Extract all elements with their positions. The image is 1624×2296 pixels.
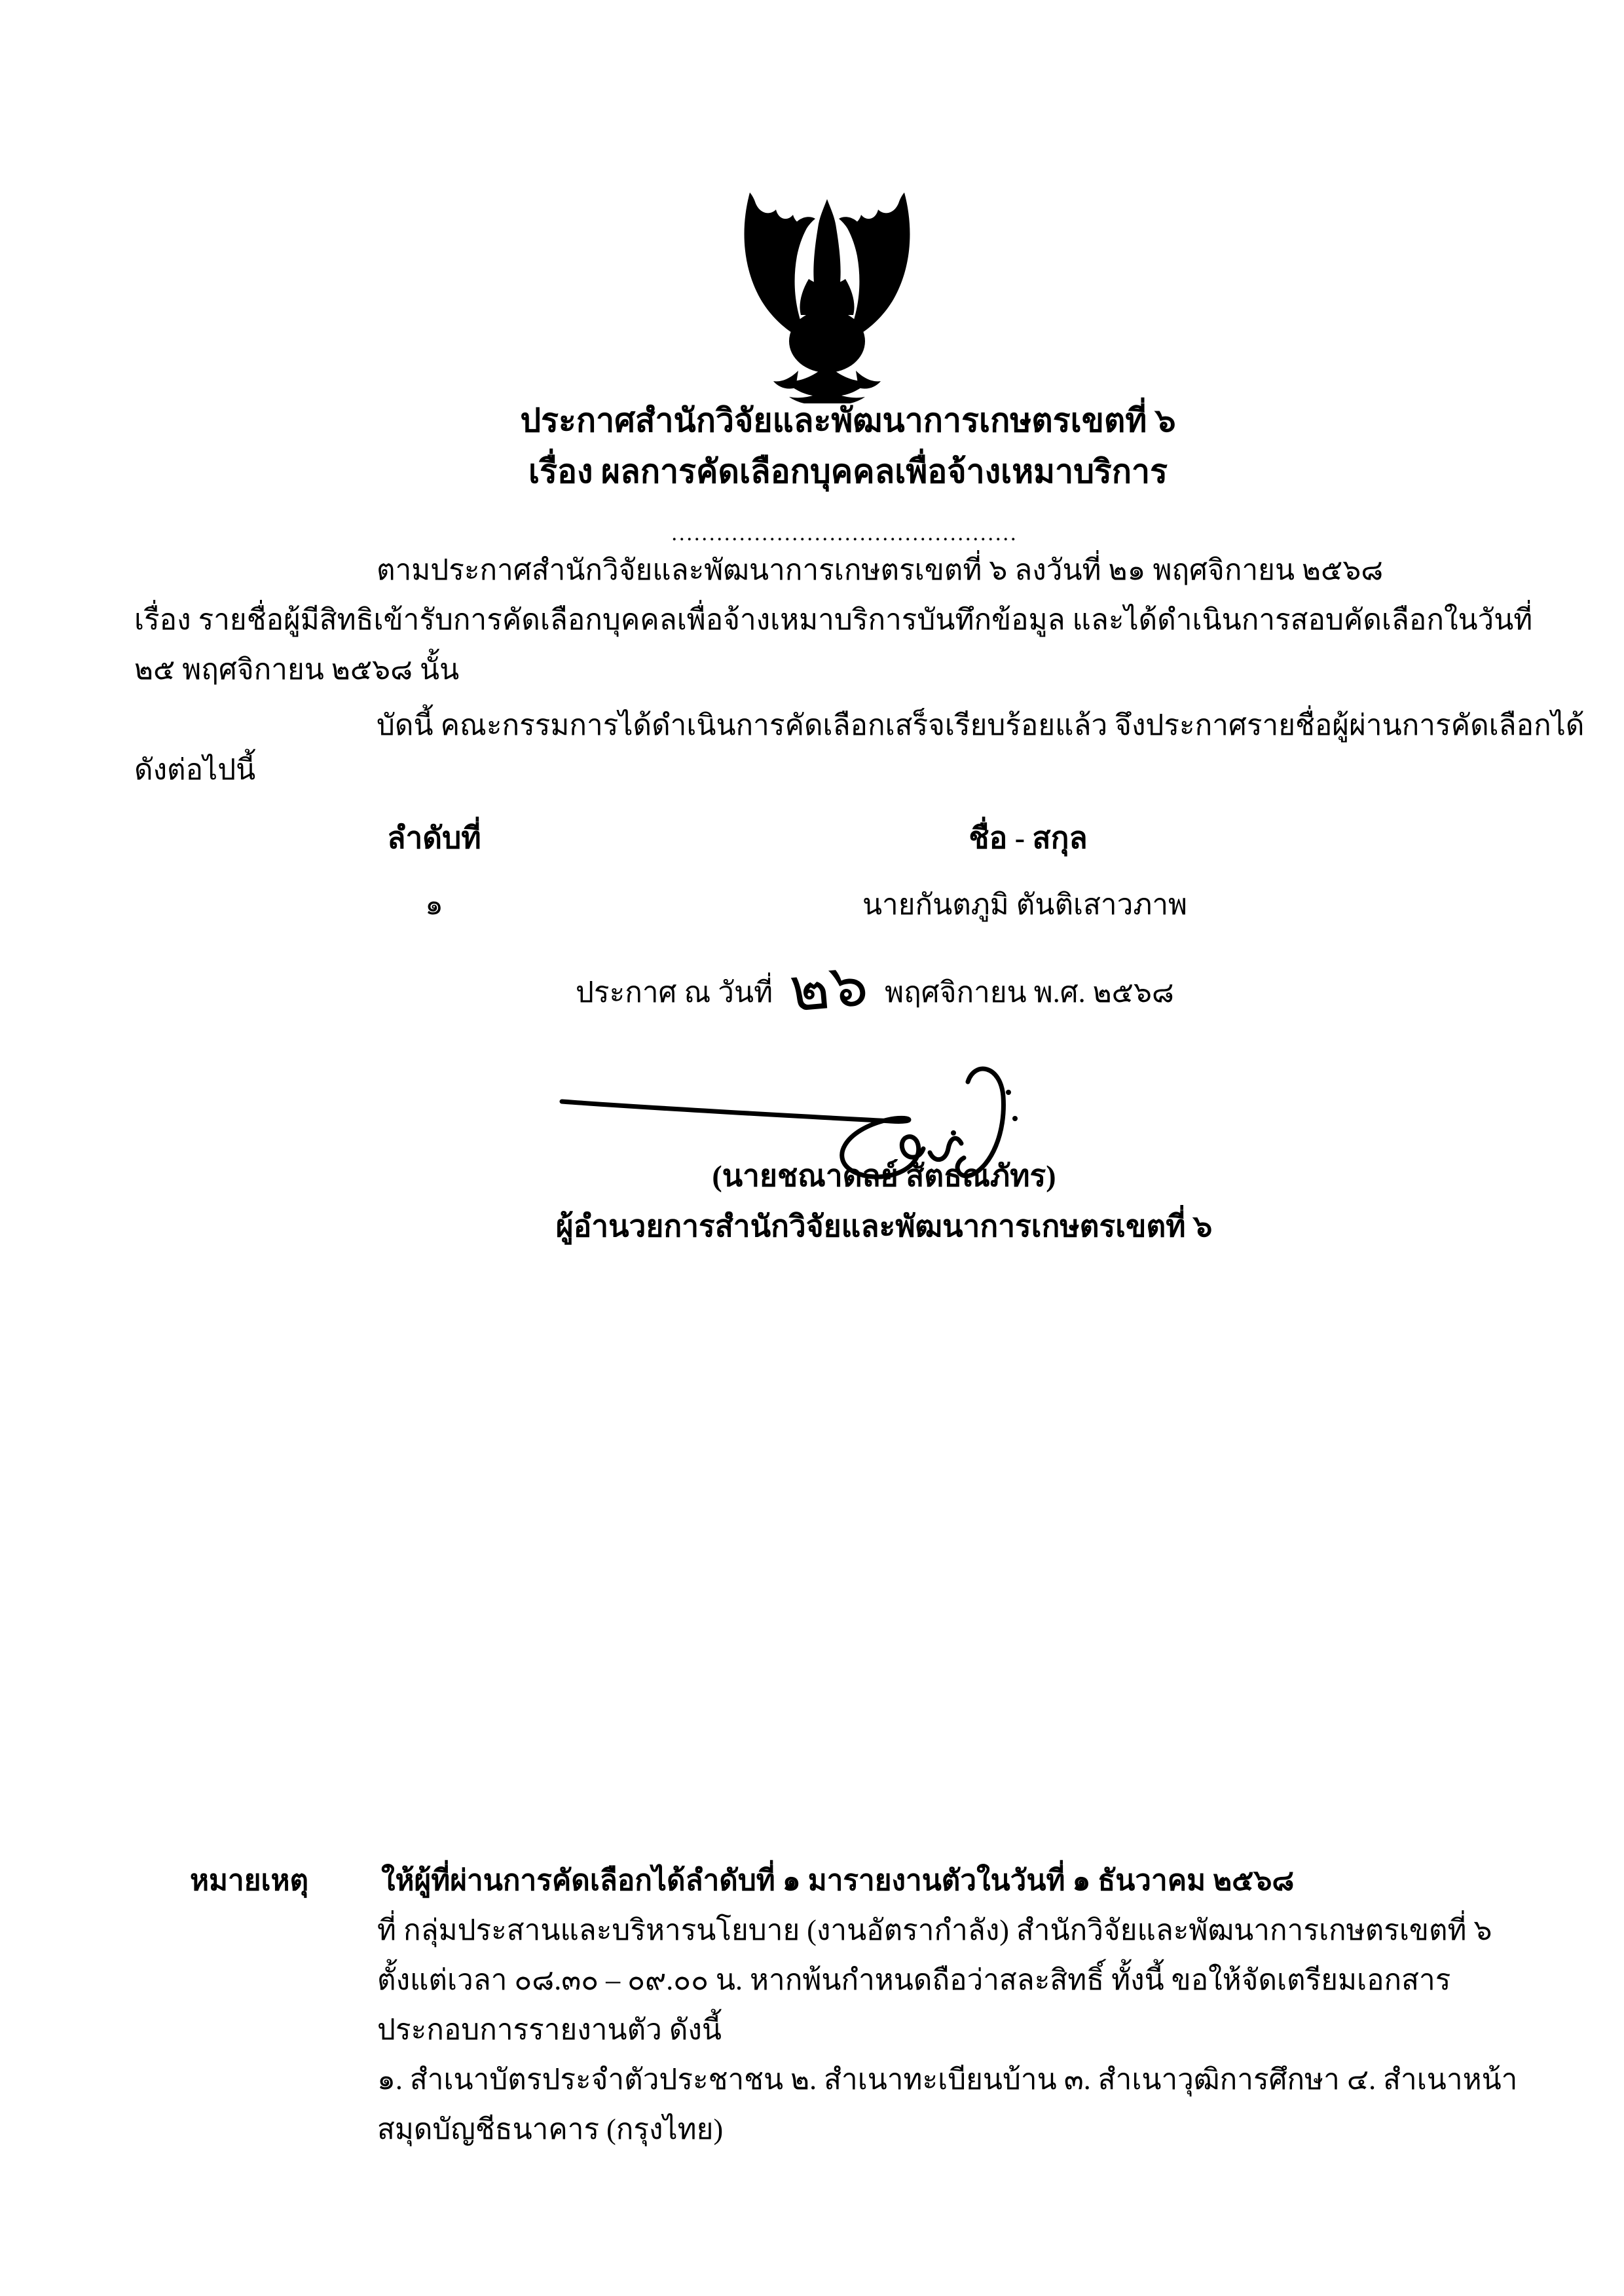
announcement-subject: เรื่อง ผลการคัดเลือกบุคคลเพื่อจ้างเหมาบริการ	[528, 453, 1168, 490]
note-line3: ตั้งแต่เวลา ๐๘.๓๐ – ๐๙.๐๐ น. หากพ้นกำหนดถือว่าสละสิทธิ์ ทั้งนี้ ขอให้จัดเตรียมเอกสาร	[377, 1964, 1451, 1996]
issued-date-line	[576, 949, 1174, 1026]
table-header-order: ลำดับที่	[387, 821, 481, 855]
issued-suffix: พฤศจิกายน พ.ศ. ๒๕๖๘	[885, 976, 1174, 1009]
handwritten-day: ๒๖	[786, 949, 871, 1026]
dotted-divider: ..............................................	[671, 521, 1018, 546]
paragraph1-line1: ตามประกาศสำนักวิจัยและพัฒนาการเกษตรเขตที่ ๖ ลงวันที่ ๒๑ พฤศจิกายน ๒๕๖๘	[377, 554, 1384, 586]
paragraph1-line2: เรื่อง รายชื่อผู้มีสิทธิเข้ารับการคัดเลือกบุคคลเพื่อจ้างเหมาบริการบันทึกข้อมูล และได้ดำเนินการสอบคัดเลือกในวันที่	[134, 604, 1533, 636]
note-line5: ๑. สำเนาบัตรประจำตัวประชาชน ๒. สำเนาทะเบียนบ้าน ๓. สำเนาวุฒิการศึกษา ๔. สำเนาหน้า	[377, 2064, 1518, 2096]
paragraph2-line2: ดังต่อไปนี้	[134, 754, 256, 786]
paragraph2-line1: บัดนี้ คณะกรรมการได้ดำเนินการคัดเลือกเสร็จเรียบร้อยแล้ว จึงประกาศรายชื่อผู้ผ่านการคัดเลือกได้	[377, 709, 1585, 741]
paragraph1-line3: ๒๕ พฤศจิกายน ๒๕๖๘ นั้น	[134, 654, 460, 686]
garuda-emblem-icon	[735, 181, 919, 403]
table-header-name: ชื่อ - สกุล	[969, 821, 1088, 855]
note-line4: ประกอบการรายงานตัว ดังนี้	[377, 2014, 722, 2046]
note-label: หมายเหตุ	[190, 1864, 309, 1897]
signatory-position: ผู้อำนวยการสำนักวิจัยและพัฒนาการเกษตรเขตที่ ๖	[555, 1210, 1213, 1243]
table-row-name: นายกันตภูมิ ตันติเสาวภาพ	[862, 889, 1188, 921]
announcement-title: ประกาศสำนักวิจัยและพัฒนาการเกษตรเขตที่ ๖	[520, 402, 1176, 439]
note-line2: ที่ กลุ่มประสานและบริหารนโยบาย (งานอัตรากำลัง) สำนักวิจัยและพัฒนาการเกษตรเขตที่ ๖	[377, 1914, 1492, 1946]
signatory-name: (นายชณาดลย์ สัตธณภัทร)	[712, 1159, 1056, 1193]
note-line6: สมุดบัญชีธนาคาร (กรุงไทย)	[377, 2113, 724, 2145]
issued-prefix: ประกาศ ณ วันที่	[576, 976, 773, 1009]
table-row-order: ๑	[425, 889, 443, 921]
note-line1: ให้ผู้ที่ผ่านการคัดเลือกได้ลำดับที่ ๑ มารายงานตัวในวันที่ ๑ ธันวาคม ๒๕๖๘	[381, 1864, 1295, 1897]
